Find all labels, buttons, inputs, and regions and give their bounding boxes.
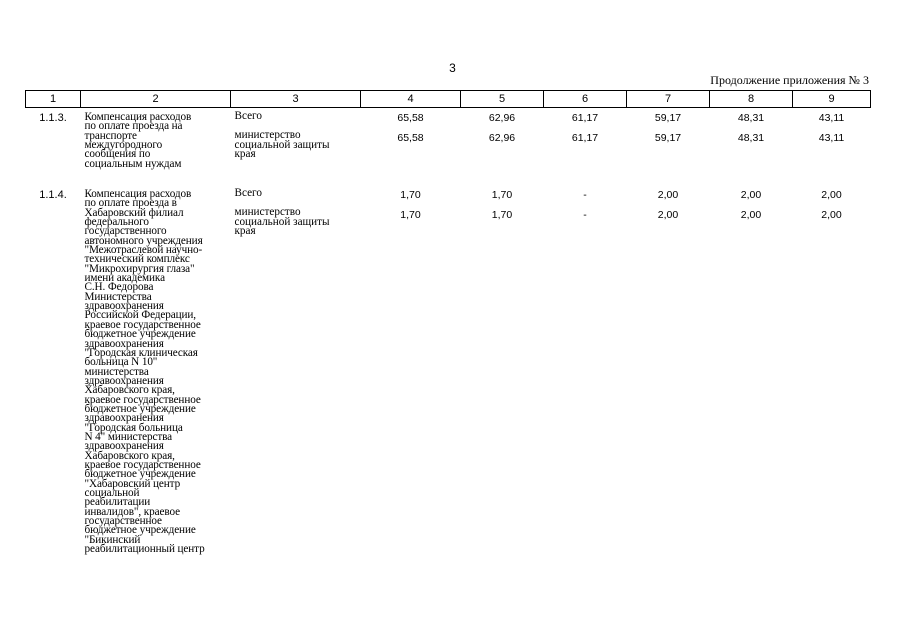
value-ministry: 1,70 bbox=[491, 209, 513, 221]
name-line: сообщения по bbox=[84, 148, 151, 161]
name-line: краевое государственное bbox=[84, 393, 201, 406]
name-line: "Бикинский bbox=[84, 533, 141, 546]
value-ministry: 61,17 bbox=[571, 132, 599, 144]
name-line: "Городская клиническая bbox=[84, 346, 198, 359]
value-cell bbox=[627, 108, 710, 186]
value-ministry: 59,17 bbox=[654, 132, 682, 144]
value-total: 2,00 bbox=[657, 189, 679, 201]
name-line: реабилитационный центр bbox=[84, 543, 205, 556]
name-line: здравоохранения bbox=[84, 300, 164, 313]
name-line: Министерства bbox=[84, 290, 152, 303]
name-line: "Хабаровский центр bbox=[84, 477, 181, 490]
name-line: здравоохранения bbox=[84, 412, 164, 425]
name-line: N 4" министерства bbox=[84, 430, 173, 443]
row-category bbox=[231, 185, 361, 554]
name-line: междугородного bbox=[84, 139, 163, 152]
value-total: 1,70 bbox=[491, 189, 513, 201]
name-line: бюджетное учреждение bbox=[84, 328, 196, 341]
name-line: Хабаровского края, bbox=[84, 384, 175, 397]
value-total: - bbox=[583, 189, 587, 201]
header-cell: 7 bbox=[627, 91, 710, 108]
row-name bbox=[81, 108, 231, 186]
name-line: государственного bbox=[84, 225, 167, 238]
name-line: бюджетное учреждение bbox=[84, 468, 196, 481]
header-cell: 3 bbox=[231, 91, 361, 108]
name-line: бюджетное учреждение bbox=[84, 524, 196, 537]
name-line: автономного учреждения bbox=[84, 234, 203, 247]
name-line: министерства bbox=[84, 365, 149, 378]
header-cell: 5 bbox=[461, 91, 544, 108]
value-cell bbox=[710, 185, 793, 554]
value-total: 61,17 bbox=[571, 112, 599, 124]
value-cell bbox=[461, 185, 544, 554]
table-row bbox=[26, 185, 871, 554]
value-ministry: 1,70 bbox=[400, 209, 421, 221]
name-line: федерального bbox=[84, 216, 149, 229]
name-line: технический комплекс bbox=[84, 253, 190, 266]
name-line: Хабаровский филиал bbox=[84, 206, 184, 219]
value-total: 62,96 bbox=[488, 112, 516, 124]
name-line: Хабаровского края, bbox=[84, 449, 175, 462]
value-cell bbox=[461, 108, 544, 186]
value-total: 43,11 bbox=[818, 112, 845, 124]
name-line: здравоохранения bbox=[84, 440, 164, 453]
value-ministry: 48,31 bbox=[737, 132, 765, 144]
name-line: социальной bbox=[84, 487, 140, 499]
name-line: здравоохранения bbox=[84, 374, 164, 387]
value-cell bbox=[361, 108, 461, 186]
value-total: 48,31 bbox=[737, 112, 765, 124]
name-line: "Межотраслевой научно- bbox=[84, 244, 203, 257]
name-line: Компенсация расходов bbox=[84, 111, 192, 123]
page-number: 3 bbox=[449, 61, 456, 75]
name-line: "Микрохирургия глаза" bbox=[84, 262, 195, 275]
value-cell bbox=[710, 108, 793, 186]
name-line: бюджетное учреждение bbox=[84, 402, 196, 415]
header-cell: 2 bbox=[81, 91, 231, 108]
continuation-label: Продолжение приложения № 3 bbox=[710, 73, 869, 87]
category-ministry-line: министерство bbox=[234, 206, 301, 219]
category-ministry-line: края bbox=[234, 225, 256, 238]
row-name bbox=[81, 185, 231, 554]
header-cell: 6 bbox=[544, 91, 627, 108]
header-row bbox=[26, 91, 871, 108]
header-cell: 8 bbox=[710, 91, 793, 108]
value-total: 2,00 bbox=[740, 189, 762, 201]
name-line: по оплате проезда на bbox=[84, 120, 183, 133]
value-ministry: 43,11 bbox=[818, 132, 845, 144]
category-ministry-line: министерство bbox=[234, 129, 301, 142]
row-code: 1.1.4. bbox=[39, 189, 67, 201]
value-total: 65,58 bbox=[397, 112, 424, 124]
name-line: "Городская больница bbox=[84, 421, 183, 434]
name-line: С.Н. Федорова bbox=[84, 281, 154, 294]
name-line: по оплате проезда в bbox=[84, 197, 177, 210]
value-cell bbox=[793, 108, 871, 186]
category-total: Всего bbox=[234, 110, 262, 122]
category-ministry-line: социальной защиты bbox=[234, 215, 330, 228]
name-line: краевое государственное bbox=[84, 318, 201, 331]
value-cell bbox=[544, 108, 627, 186]
data-table bbox=[25, 90, 871, 554]
name-line: транспорте bbox=[84, 129, 137, 142]
value-ministry: 2,00 bbox=[740, 209, 762, 221]
row-category bbox=[231, 108, 361, 186]
value-ministry: - bbox=[583, 209, 587, 221]
value-ministry: 62,96 bbox=[488, 132, 516, 144]
value-total: 2,00 bbox=[821, 189, 842, 201]
name-line: Компенсация расходов bbox=[84, 188, 192, 200]
value-cell bbox=[627, 185, 710, 554]
name-line: инвалидов", краевое bbox=[84, 505, 180, 518]
name-line: Российской Федерации, bbox=[84, 309, 196, 322]
name-line: реабилитации bbox=[84, 496, 151, 509]
row-code: 1.1.3. bbox=[39, 112, 67, 124]
name-line: краевое государственное bbox=[84, 458, 201, 471]
header-cell: 1 bbox=[26, 91, 81, 108]
category-total: Всего bbox=[234, 187, 262, 199]
table-row bbox=[26, 108, 871, 186]
value-cell bbox=[544, 185, 627, 554]
value-ministry: 2,00 bbox=[657, 209, 679, 221]
name-line: социальным нуждам bbox=[84, 157, 182, 170]
value-ministry: 65,58 bbox=[397, 132, 424, 144]
name-line: здравоохранения bbox=[84, 337, 164, 350]
value-total: 1,70 bbox=[400, 189, 421, 201]
name-line: государственное bbox=[84, 515, 162, 528]
name-line: больница N 10" bbox=[84, 356, 158, 369]
value-total: 59,17 bbox=[654, 112, 682, 124]
name-line: имени академика bbox=[84, 272, 165, 285]
header-cell: 4 bbox=[361, 91, 461, 108]
value-ministry: 2,00 bbox=[821, 209, 842, 221]
category-ministry-line: социальной защиты bbox=[234, 138, 330, 151]
category-ministry-line: края bbox=[234, 148, 256, 161]
header-cell: 9 bbox=[793, 91, 871, 108]
value-cell bbox=[793, 185, 871, 554]
value-cell bbox=[361, 185, 461, 554]
